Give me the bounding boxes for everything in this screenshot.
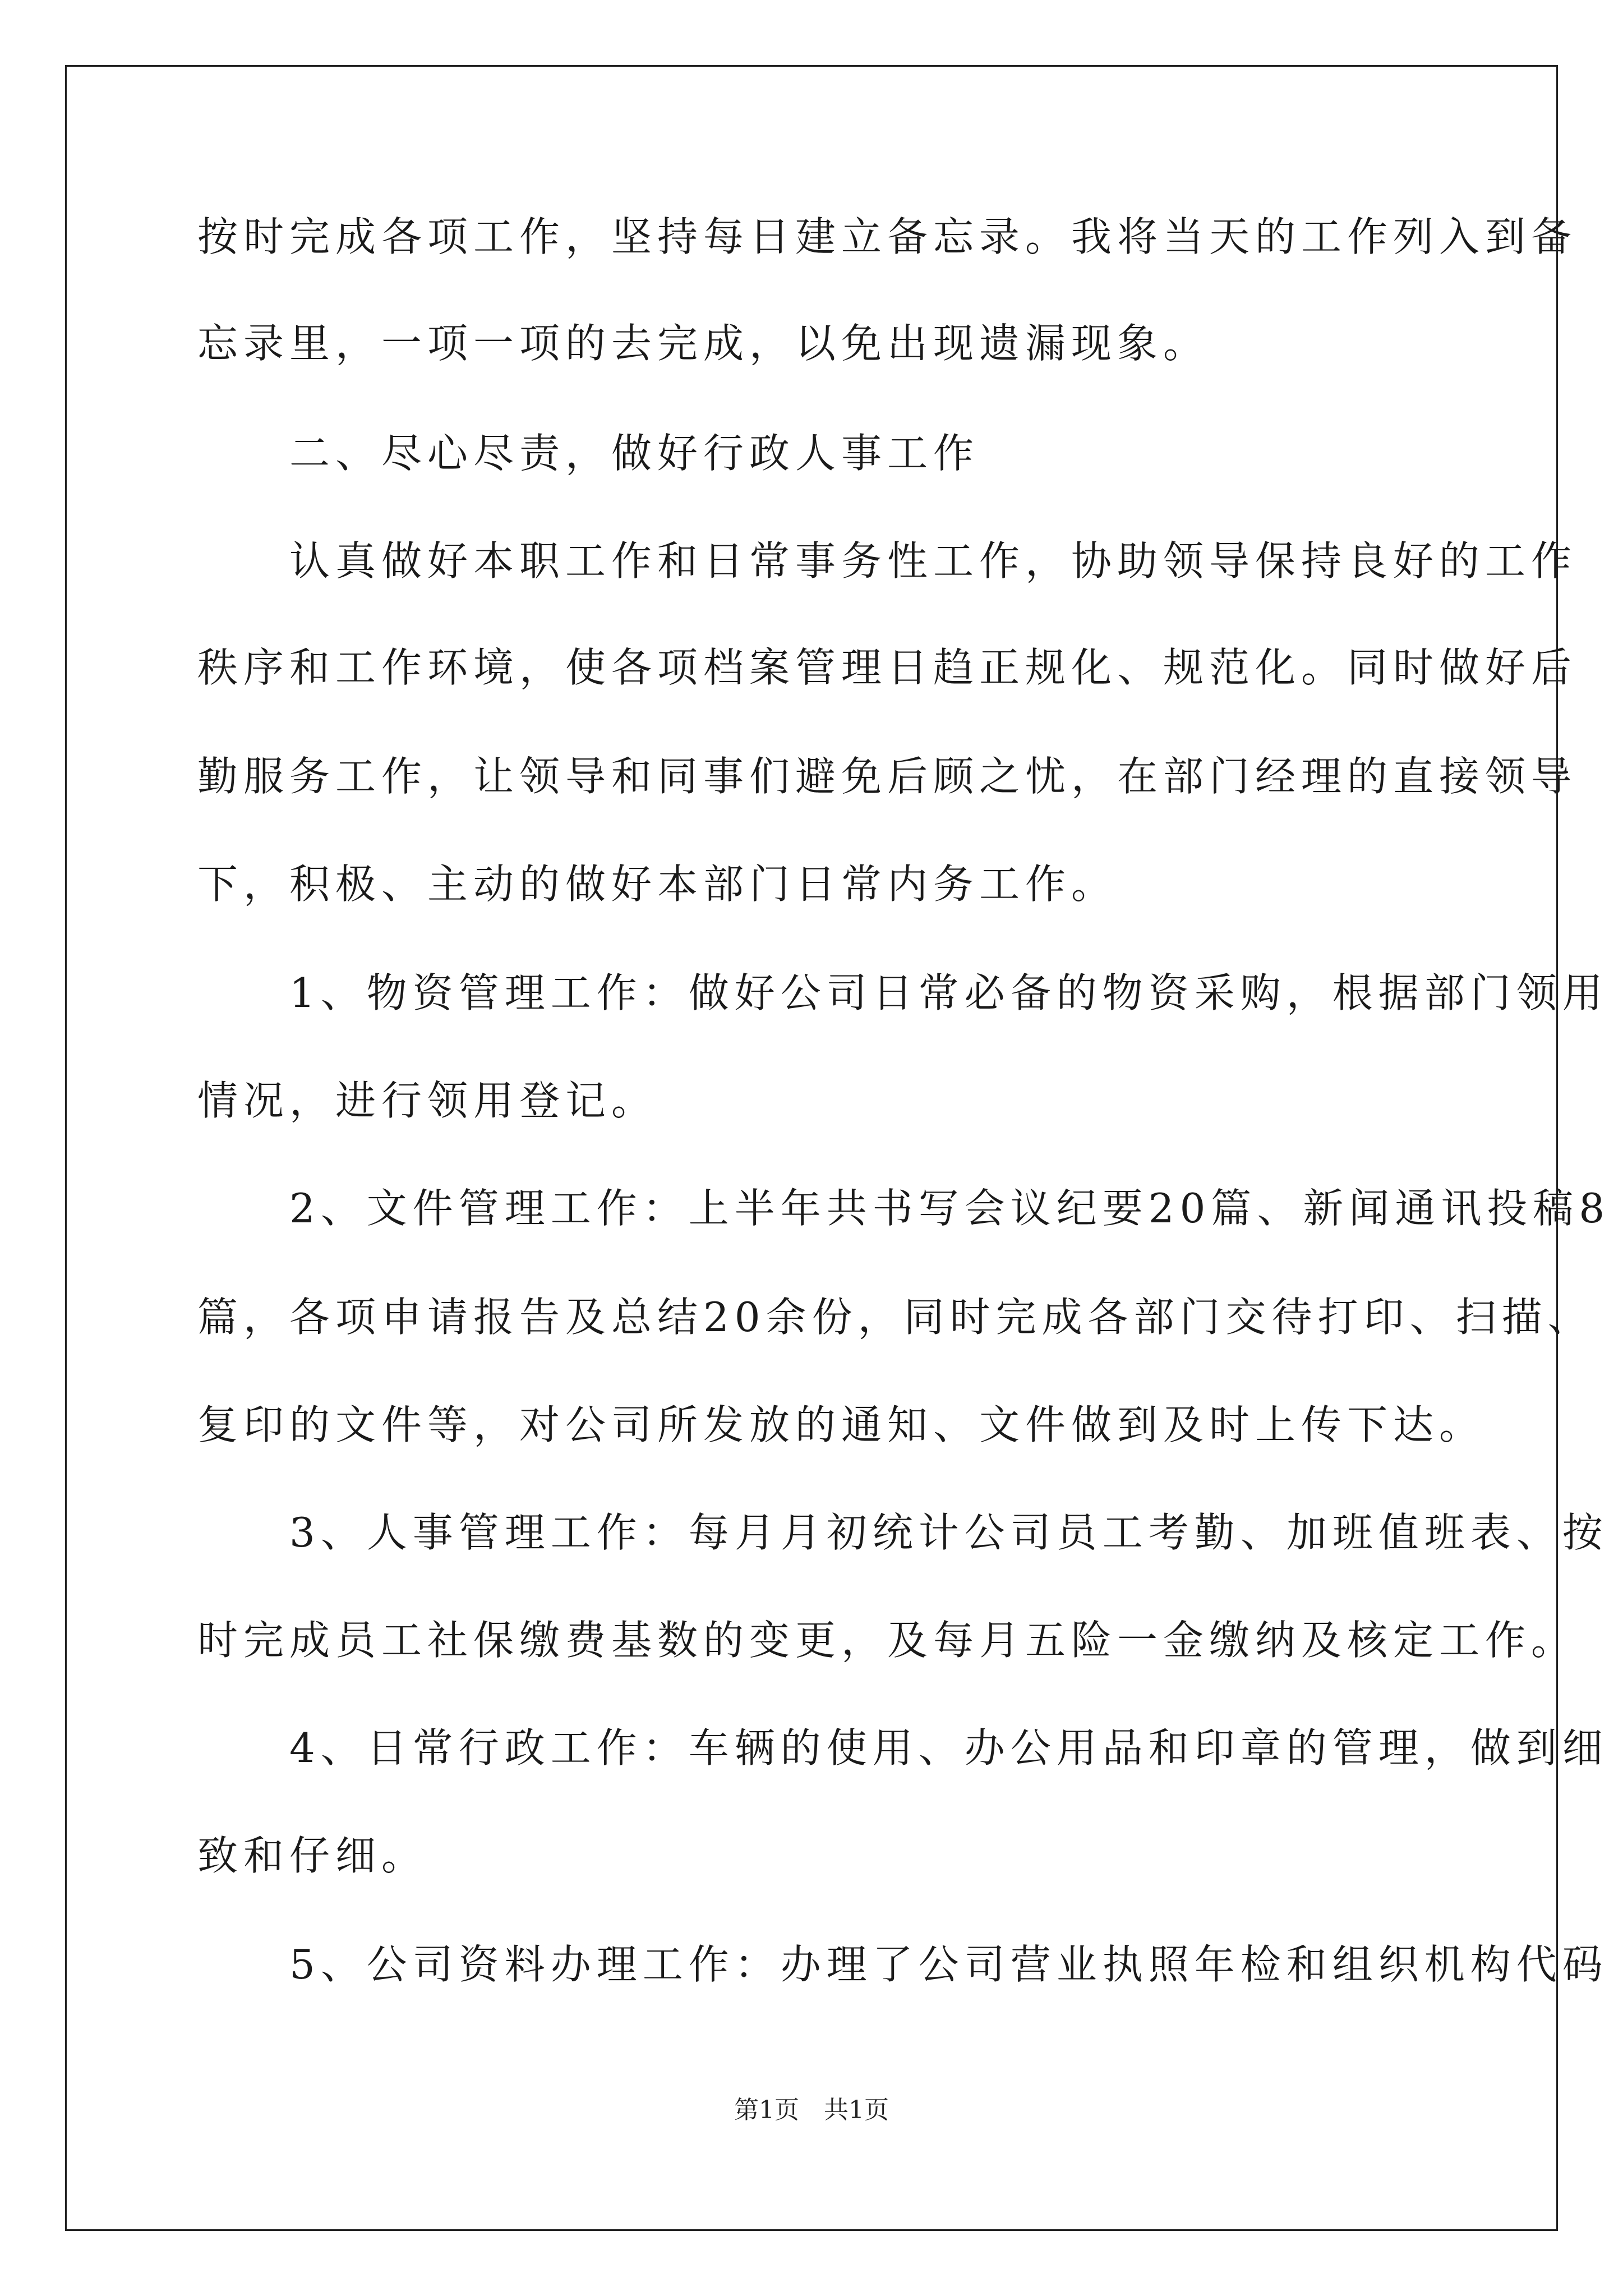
text-line: 4、日常行政工作：车辆的使用、办公用品和印章的管理，做到细 (197, 1724, 1608, 1772)
text-line: 致和仔细。 (197, 1832, 428, 1879)
text-line: 情况，进行领用登记。 (197, 1077, 658, 1124)
text-line: 下，积极、主动的做好本部门日常内务工作。 (197, 861, 1118, 908)
text-line: 1、物资管理工作：做好公司日常必备的物资采购，根据部门领用 (197, 969, 1608, 1016)
text-line: 复印的文件等，对公司所发放的通知、文件做到及时上传下达。 (197, 1401, 1486, 1448)
page-border (65, 65, 1558, 2231)
section-heading: 二、尽心尽责，做好行政人事工作 (197, 430, 980, 477)
text-line: 篇，各项申请报告及总结20余份，同时完成各部门交待打印、扫描、 (197, 1294, 1594, 1341)
text-line: 按时完成各项工作，坚持每日建立备忘录。我将当天的工作列入到备 (197, 213, 1578, 260)
text-line: 时完成员工社保缴费基数的变更，及每月五险一金缴纳及核定工作。 (197, 1617, 1578, 1664)
text-line: 秩序和工作环境，使各项档案管理日趋正规化、规范化。同时做好后 (197, 644, 1578, 691)
text-line: 3、人事管理工作：每月月初统计公司员工考勤、加班值班表、按 (197, 1509, 1608, 1556)
page-number-footer: 第1页 共1页 (734, 2096, 889, 2124)
text-line: 勤服务工作，让领导和同事们避免后顾之忧，在部门经理的直接领导 (197, 753, 1578, 800)
text-line: 忘录里，一项一项的去完成，以免出现遗漏现象。 (197, 320, 1210, 367)
text-line: 5、公司资料办理工作：办理了公司营业执照年检和组织机构代码 (197, 1941, 1608, 1988)
text-line: 2、文件管理工作：上半年共书写会议纪要20篇、新闻通讯投稿8 (197, 1185, 1611, 1232)
text-line: 认真做好本职工作和日常事务性工作，协助领导保持良好的工作 (197, 537, 1578, 585)
